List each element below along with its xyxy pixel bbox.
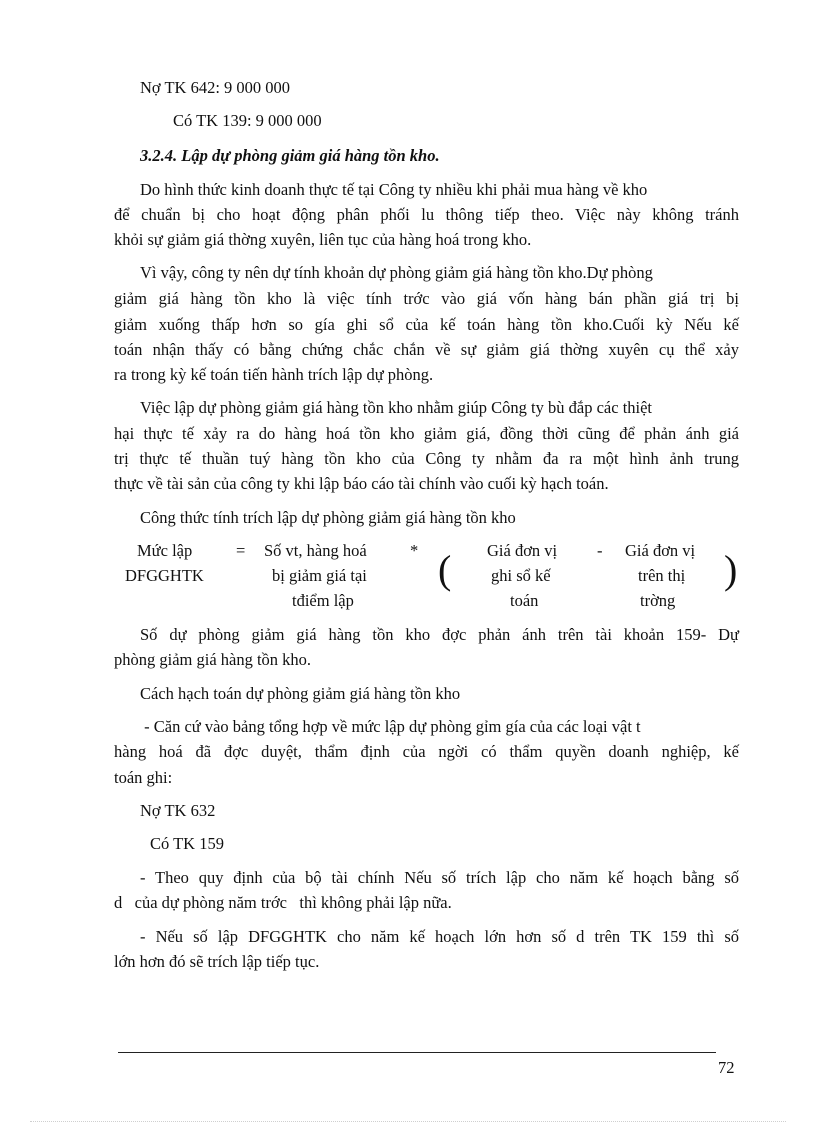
formula-equals: =: [236, 541, 246, 560]
footer-rule: [118, 1052, 716, 1053]
formula-quantity: tđiểm lập: [292, 591, 354, 610]
paragraph-line: lớn hơn đó sẽ trích lập tiếp tục.: [114, 952, 320, 971]
paragraph-line: Do hình thức kinh doanh thực tế tại Công ty nhiều khi phải mua hàng về kho: [140, 180, 648, 199]
method-intro: Cách hạch toán dự phòng giảm giá hàng tồn kho: [140, 684, 461, 703]
entry-debit-642: Nợ TK 642: 9 000 000: [140, 78, 291, 97]
formula-left-term: Mức lập: [137, 541, 193, 560]
formula-market-price: trờng: [640, 591, 676, 610]
paragraph-line: thực về tài sản của công ty khi lập báo cáo tài chính vào cuối kỳ hạch toán.: [114, 474, 609, 493]
formula-quantity: bị giảm giá tại: [272, 566, 367, 585]
formula-open-paren: (: [438, 547, 452, 592]
formula-left-term: DFGGHTK: [125, 566, 204, 585]
page-number: 72: [718, 1058, 735, 1077]
paragraph-line: để chuẩn bị cho hoạt động phân phối lu thông tiếp theo. Việc này không tránh: [114, 205, 739, 224]
section-heading: 3.2.4. Lập dự phòng giảm giá hàng tồn kho.: [140, 146, 440, 165]
paragraph-line: ra trong kỳ kế toán tiến hành trích lập dự phòng.: [114, 365, 434, 384]
paragraph-line: toán nhận thấy có bằng chứng chắc chắn về sự giảm giá thờng xuyên cụ thể xảy: [114, 340, 739, 359]
bottom-dotted-border: [30, 1121, 786, 1122]
formula-book-price: ghi sổ kế: [491, 566, 551, 585]
entry-credit-159: Có TK 159: [150, 834, 224, 853]
paragraph-line: phòng giảm giá hàng tồn kho.: [114, 650, 312, 669]
paragraph-line: Việc lập dự phòng giảm giá hàng tồn kho nhằm giúp Công ty bù đắp các thiệt: [140, 398, 653, 417]
paragraph-line: hại thực tế xảy ra do hàng hoá tồn kho giảm giá, đồng thời cũng để phản ánh giá: [114, 424, 739, 443]
formula-times: *: [410, 541, 419, 560]
paragraph-line: - Theo quy định của bộ tài chính Nếu số trích lập cho năm kế hoạch bằng số: [140, 868, 739, 887]
formula-book-price: Giá đơn vị: [487, 541, 558, 560]
paragraph-line: Số dự phòng giảm giá hàng tồn kho đợc phản ánh trên tài khoản 159- Dự: [140, 625, 739, 644]
entry-debit-632: Nợ TK 632: [140, 801, 216, 820]
formula-book-price: toán: [510, 591, 539, 610]
formula-close-paren: ): [724, 547, 738, 592]
paragraph-line: - Căn cứ vào bảng tổng hợp về mức lập dự phòng gỉm gía của các loại vật t: [140, 717, 641, 736]
formula-market-price: Giá đơn vị: [625, 541, 696, 560]
paragraph-line: Vì vậy, công ty nên dự tính khoản dự phòng giảm giá hàng tồn kho.Dự phòng: [140, 263, 653, 282]
formula-market-price: trên thị: [638, 566, 686, 585]
formula-intro: Công thức tính trích lập dự phòng giảm giá hàng tồn kho: [140, 508, 516, 527]
paragraph-line: d của dự phòng năm trớc thì không phải lập nữa.: [114, 893, 452, 912]
formula-quantity: Số vt, hàng hoá: [264, 541, 367, 560]
formula-minus: -: [597, 541, 603, 560]
paragraph-line: hàng hoá đã đợc duyệt, thẩm định của ngời có thẩm quyền doanh nghiệp, kế: [114, 742, 739, 761]
paragraph-line: trị thực tế thuần tuý hàng tồn kho của Công ty nhằm đa ra một hình ảnh trung: [114, 449, 739, 468]
paragraph-line: - Nếu số lập DFGGHTK cho năm kế hoạch lớn hơn số d trên TK 159 thì số: [140, 927, 739, 946]
paragraph-line: khỏi sự giảm giá thờng xuyên, liên tục của hàng hoá trong kho.: [114, 230, 532, 249]
paragraph-line: giảm xuống thấp hơn so gía ghi sổ của kế toán hàng tồn kho.Cuối kỳ Nếu kế: [114, 315, 739, 334]
paragraph-line: giảm giá hàng tồn kho là việc tính trớc vào giá vốn hàng bán phần giá trị bị: [114, 289, 739, 308]
paragraph-line: toán ghi:: [114, 768, 173, 787]
entry-credit-139: Có TK 139: 9 000 000: [173, 111, 322, 130]
